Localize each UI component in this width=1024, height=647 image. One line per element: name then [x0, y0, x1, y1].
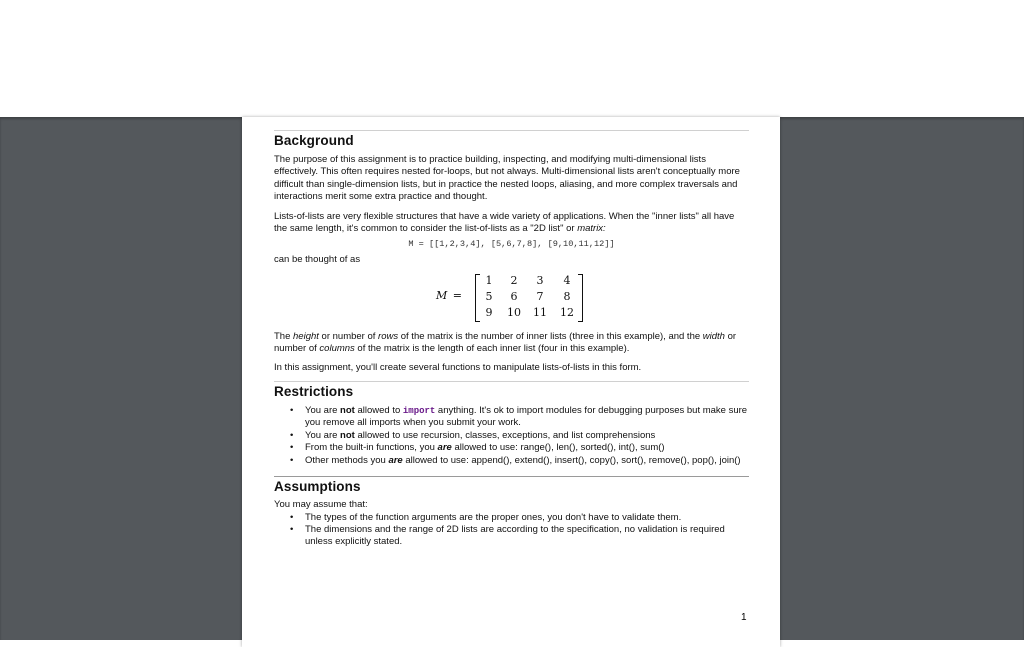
bullet: •: [290, 442, 294, 454]
background-paragraph-4: The height or number of rows of the matrix is the number of inner lists (three in this example), and the width or number of columns of the matrix is the length of each inner list (four in this example).: [274, 330, 737, 355]
list-item: • You are not allowed to import anything. It's ok to import modules for debugging purposes but make sure you remove all imports when you submit your work.: [290, 405, 748, 429]
bullet: •: [290, 429, 294, 441]
page-number: 1: [741, 612, 747, 623]
code-example: M = [[1,2,3,4], [5,6,7,8], [9,10,11,12]]: [408, 239, 615, 250]
matrix-cell: 2: [510, 273, 518, 287]
top-blank-area: [0, 0, 1024, 117]
background-paragraph-3: can be thought of as: [274, 254, 361, 266]
bullet: •: [290, 405, 294, 417]
background-paragraph-5: In this assignment, you'll create several functions to manipulate lists-of-lists in this form.: [274, 361, 642, 373]
bullet: •: [290, 523, 294, 535]
matrix-cell: 1: [485, 273, 493, 287]
matrix-cell: 10: [507, 305, 521, 319]
matrix-cell: 12: [560, 305, 574, 319]
page-content: [274, 130, 749, 549]
matrix-cell: 7: [536, 289, 544, 303]
matrix-cell: 4: [563, 273, 571, 287]
import-keyword: import: [402, 406, 436, 417]
background-heading: Background: [274, 133, 354, 148]
matrix-row: [479, 274, 578, 290]
list-item: • From the built-in functions, you are allowed to use: range(), len(), sorted(), int(), sum(): [290, 442, 665, 454]
background-paragraph-1: The purpose of this assignment is to practice building, inspecting, and modifying multi-dimensional lists effectively. This often requires nested for-loops, but not always. Multi-dimensional lists aren't conceptually more difficult than single-dimension lists, but in practice the nested loops, aliasing, and more complex traversals and interactions merit some extra practice and thought.: [274, 154, 740, 203]
list-item: • The dimensions and the range of 2D lists are according to the specification, no validation is required unless explicitly stated.: [290, 523, 725, 548]
background-paragraph-2: Lists-of-lists are very flexible structures that have a wide variety of applications. When the "inner lists" all have the same length, it's common to consider the list-of-lists as a "2D list" or matrix:: [274, 210, 735, 235]
matrix-label: M =: [436, 288, 462, 302]
section-divider: [274, 381, 749, 382]
list-item: • The types of the function arguments are the proper ones, you don't have to validate them.: [290, 511, 682, 523]
section-divider: [274, 476, 749, 477]
bullet: •: [290, 511, 294, 523]
restrictions-list: [274, 405, 749, 467]
list-item: • You are not allowed to use recursion, classes, exceptions, and list comprehensions: [290, 429, 656, 441]
document-page[interactable]: [242, 117, 780, 647]
matrix-cell: 11: [533, 305, 547, 319]
matrix-cell: 9: [485, 305, 493, 319]
matrix-cell: 5: [485, 289, 493, 303]
restrictions-heading: Restrictions: [274, 384, 354, 400]
matrix-cell: 8: [563, 289, 571, 303]
section-divider: [274, 130, 749, 131]
assumptions-heading: Assumptions: [274, 479, 361, 495]
matrix-cell: 6: [510, 289, 518, 303]
assumptions-list: [274, 512, 749, 549]
matrix-cell: 3: [536, 273, 544, 287]
matrix-row: [479, 290, 578, 306]
list-item: • Other methods you are allowed to use: append(), extend(), insert(), copy(), sort(), remove(), pop(), join(): [290, 454, 741, 466]
right-bracket: [578, 274, 583, 322]
bullet: •: [290, 454, 294, 466]
assumptions-intro: You may assume that:: [274, 499, 368, 511]
matrix-row: [479, 306, 578, 322]
matrix-display: [274, 272, 749, 322]
